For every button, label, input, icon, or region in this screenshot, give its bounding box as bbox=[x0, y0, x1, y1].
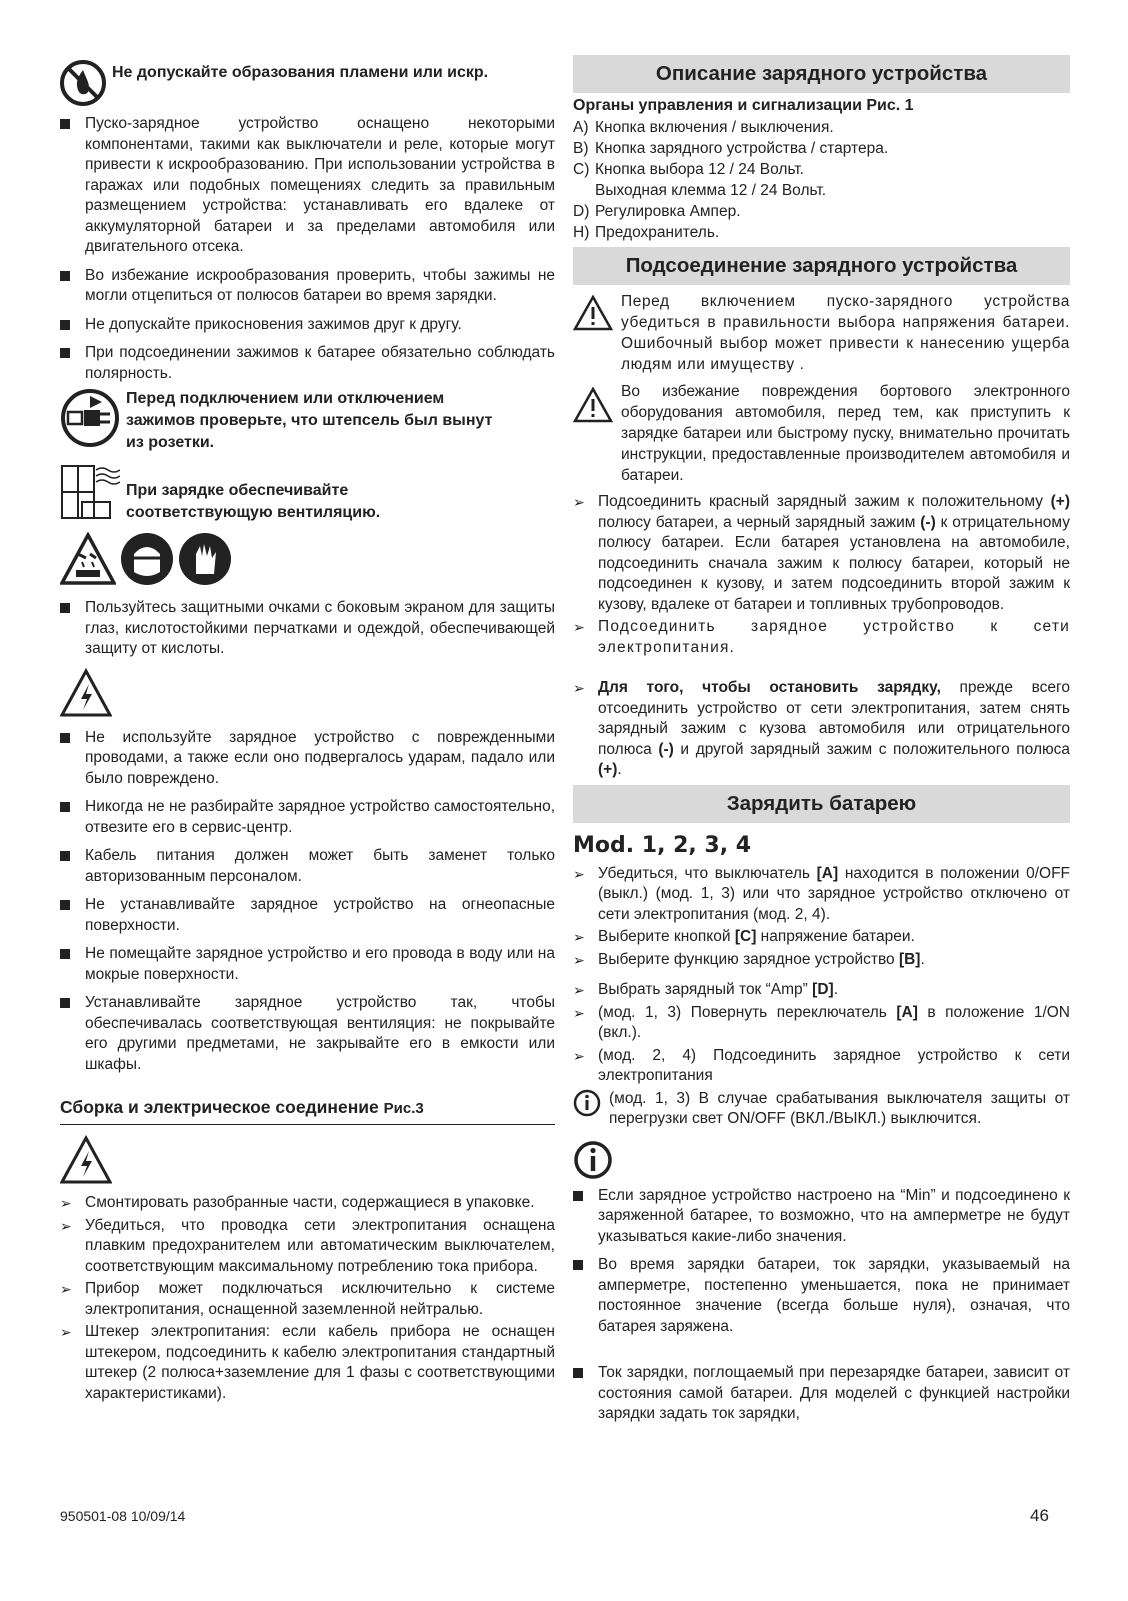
list-item: ➢ Подсоединить красный зарядный зажим к положительному (+) полюсу батареи, а черный зарядный зажим (-) к отрицательному полюсу батареи. Если батарея установлена на автомобиле, подсоединить сначала зажим к полюсу батареи, который не подсоединен к кузову, и затем подсоединить второй зажим к кузову, вдалеке от батареи и топливных трубопроводов. bbox=[573, 493, 1070, 613]
info-note: (мод. 1, 3) В случае срабатывания выключателя защиты от перегрузки свет ON/OFF (ВКЛ./ВЫКЛ.) выключится. bbox=[573, 1089, 1070, 1130]
list-item: ➢ Убедиться, что проводка сети электропитания оснащена плавким предохранителем или автоматическим выключателем, соответствующим максимальному потреблению тока прибора. bbox=[60, 1216, 555, 1275]
doc-code: 950501-08 10/09/14 bbox=[60, 1508, 186, 1524]
page-number: 46 bbox=[1030, 1506, 1049, 1525]
list-item: ➢ (мод. 2, 4) Подсоединить зарядное устройство к сети электропитания bbox=[573, 1046, 1070, 1084]
list-item: Не помещайте зарядное устройство и его провода в воду или на мокрые поверхности. bbox=[60, 944, 555, 985]
list-item: При подсоединении зажимов к батарее обязательно соблюдать полярность. bbox=[60, 343, 555, 384]
ventilation-warning bbox=[60, 462, 555, 524]
controls-list bbox=[573, 117, 1070, 243]
list-item: ➢ Прибор может подключаться исключительно к системе электропитания, оснащенной заземленной нейтралью. bbox=[60, 1280, 555, 1318]
plug-warning-text: Перед подключением или отключением зажимов проверьте, что штепсель был вынут из розетки. bbox=[126, 390, 493, 451]
acid-hazard-icon bbox=[60, 532, 116, 586]
list-item: ➢ Штекер электропитания: если кабель прибора не оснащен штекером, подсоединить к кабелю электропитания стандартный штекер (2 полюса+заземление для 1 фазы с соответствующими характеристиками). bbox=[60, 1323, 555, 1402]
list-item: Во время зарядки батареи, ток зарядки, указываемый на амперметре, постепенно уменьшается, пока не принимает постоянное значение (всегда больше нуля), означая, что батарея заряжена. bbox=[573, 1255, 1070, 1337]
flame-warning bbox=[60, 60, 555, 106]
electric-hazard-icon bbox=[60, 1135, 112, 1185]
list-item: Никогда не не разбирайте зарядное устройство самостоятельно, отвезите его в сервис-центр. bbox=[60, 797, 555, 838]
list-item: ➢ Убедиться, что выключатель [A] находится в положении 0/OFF (выкл.) (мод. 1, 3) или что зарядное устройство отключено от сети электропитания (мод. 2, 4). bbox=[573, 864, 1071, 923]
list-item: ➢ (мод. 1, 3) Повернуть переключатель [A] в положение 1/ON (вкл.). bbox=[573, 1003, 1071, 1041]
ventilation-warning-text: При зарядке обеспечивайте соответствующую вентиляцию. bbox=[126, 482, 381, 521]
list-item: ➢ Для того, чтобы остановить зарядку, прежде всего отсоединить устройство от сети электропитания, затем снять зарядный зажим с кузова автомобиля или отрицательного полюса (-) и другой зарядный зажим с положительного полюса (+). bbox=[573, 679, 1070, 778]
list-item: Если зарядное устройство настроено на “Min” и подсоединено к заряженной батарее, то возможно, что на амперметре не будут указываться какие-либо значения. bbox=[573, 1186, 1070, 1248]
list-item: Пользуйтесь защитными очками с боковым экраном для защиты глаз, кислотостойкими перчатками и одеждой, обеспечивающей защиту от кислоты. bbox=[60, 598, 555, 660]
list-item: ➢ Выберите кнопкой [C] напряжение батареи. bbox=[573, 928, 915, 945]
warning-icon bbox=[573, 295, 613, 331]
flame-warning-text: Не допускайте образования пламени или искр. bbox=[112, 64, 489, 81]
list-item: Не устанавливайте зарядное устройство на огнеопасные поверхности. bbox=[60, 895, 555, 936]
ventilation-icon bbox=[60, 462, 120, 522]
list-item: Пуско-зарядное устройство оснащено некоторыми компонентами, такими как выключатели и реле, которые могут привести к искрообразованию. При использовании устройства в гаражах или подобных помещениях следить за правильным размещением устройства: устанавливать его вдалеке от аккумуляторной батареи и за пределами автомобиля или двигательного отсека. bbox=[60, 114, 555, 258]
list-item: Выходная клемма 12 / 24 Вольт. bbox=[595, 182, 827, 199]
right-column bbox=[573, 55, 1070, 1433]
info-icon bbox=[573, 1140, 613, 1180]
list-item: D) Регулировка Ампер. bbox=[573, 203, 741, 220]
list-item: Во избежание искрообразования проверить, чтобы зажимы не могли отцепиться от полюсов батареи во время зарядки. bbox=[60, 266, 555, 307]
list-item: ➢ Подсоединить зарядное устройство к сети электропитания. bbox=[573, 618, 1070, 656]
list-item: ➢ Смонтировать разобранные части, содержащиеся в упаковке. bbox=[60, 1194, 535, 1211]
unplug-icon bbox=[60, 388, 120, 448]
electric-hazard-icon bbox=[60, 668, 112, 718]
model-heading: Mod. 1, 2, 3, 4 bbox=[573, 832, 752, 858]
list-item: A) Кнопка включения / выключения. bbox=[573, 119, 834, 136]
charge-heading: Зарядить батарею bbox=[573, 785, 1070, 823]
list-item: C) Кнопка выбора 12 / 24 Вольт. bbox=[573, 161, 804, 178]
plug-warning bbox=[60, 388, 555, 454]
list-item: Не допускайте прикосновения зажимов друг к другу. bbox=[60, 315, 555, 336]
warning-electronics: Во избежание повреждения бортового электронного оборудования автомобиля, перед тем, как приступить к зарядке батареи или быстрому пуску, внимательно прочитать инструкции, предоставленные производителем автомобиля и батареи. bbox=[573, 381, 1070, 486]
list-item: Ток зарядки, поглощаемый при перезарядке батареи, зависит от состояния самой батареи. Для моделей с функцией настройки зарядки задать ток зарядки, bbox=[573, 1363, 1070, 1425]
list-item: H) Предохранитель. bbox=[573, 224, 720, 241]
description-heading: Описание зарядного устройства bbox=[573, 55, 1070, 93]
no-flame-icon bbox=[60, 60, 106, 106]
ppe-icons bbox=[60, 532, 555, 586]
list-item: ➢ Выберите функцию зарядное устройство [B]. bbox=[573, 950, 925, 968]
list-item: Кабель питания должен может быть заменет только авторизованным персоналом. bbox=[60, 846, 555, 887]
warning-icon bbox=[573, 387, 613, 423]
connect-heading: Подсоединение зарядного устройства bbox=[573, 247, 1070, 285]
controls-heading: Органы управления и сигнализации Рис. 1 bbox=[573, 97, 914, 114]
list-item: B) Кнопка зарядного устройства / стартера. bbox=[573, 140, 889, 157]
info-icon bbox=[573, 1089, 601, 1117]
warning-voltage: Перед включением пуско-зарядного устройства убедиться в правильности выбора напряжения батареи. Ошибочный выбор может привести к нанесению ущерба людям или имуществу . bbox=[573, 291, 1070, 375]
list-item: Не используйте зарядное устройство с поврежденными проводами, а также если оно подвергалось ударам, падало или было повреждено. bbox=[60, 728, 555, 790]
left-column bbox=[60, 60, 555, 1406]
list-item: Устанавливайте зарядное устройство так, чтобы обеспечивалась соответствующая вентиляция: не покрывайте его другими предметами, не закрывайте его в емкости или шкафы. bbox=[60, 993, 555, 1075]
face-shield-icon bbox=[120, 532, 174, 586]
list-item: ➢ Выбрать зарядный ток “Amp” [D]. bbox=[573, 981, 838, 998]
gloves-icon bbox=[178, 532, 232, 586]
assembly-heading: Сборка и электрическое соединение Рис.3 bbox=[60, 1097, 555, 1125]
